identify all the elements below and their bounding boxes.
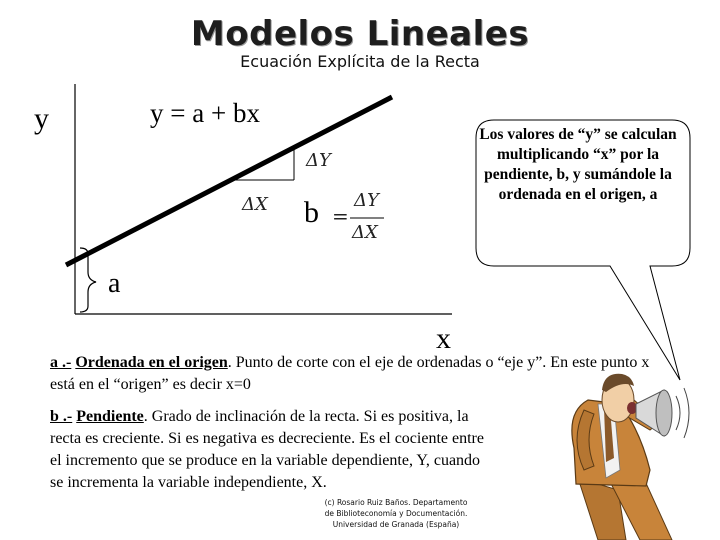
definition-slope xyxy=(50,406,490,494)
slope-letter: b xyxy=(304,196,319,229)
page-subtitle: Ecuación Explícita de la Recta xyxy=(240,52,480,71)
definition-b-text: . Grado de inclinación de la recta. Si es positiva, la recta es creciente. Si es negativa es decreciente. Es el cociente entre el incremento que se produce en la variable dependiente, Y, cuando se incrementa la variable independiente, X. xyxy=(50,408,484,491)
x-axis-label: x xyxy=(436,322,451,355)
definition-intercept xyxy=(50,352,650,396)
credit-line-1: (c) Rosario Ruiz Baños. Departamento xyxy=(324,498,468,507)
y-axis-label: y xyxy=(34,102,49,135)
intercept-label: a xyxy=(108,268,121,299)
man-with-megaphone-illustration xyxy=(572,374,689,540)
credit-line-3: Universidad de Granada (España) xyxy=(332,520,460,529)
delta-y-label: ΔY xyxy=(306,150,331,171)
copyright-credit xyxy=(296,497,496,530)
speech-bubble-text: Los valores de “y” se calculan multiplicando “x” por la pendiente, b, y sumándole la ordenada en el origen, a xyxy=(479,126,677,203)
fraction-denominator: ΔX xyxy=(352,222,378,243)
fraction-numerator: ΔY xyxy=(354,190,379,211)
definition-a-text: . Punto de corte con el eje de ordenadas o “eje y”. En este punto x está en el “origen” es decir x=0 xyxy=(50,354,650,393)
definition-a-prefix: a .- xyxy=(50,354,72,371)
equals-sign: = xyxy=(332,204,349,228)
credit-line-2: de Biblioteconomía y Documentación. xyxy=(324,509,468,518)
page-title: Modelos Lineales xyxy=(190,14,530,54)
delta-x-label: ΔX xyxy=(242,194,268,215)
definition-b-term: Pendiente xyxy=(76,408,144,425)
definition-a-term: Ordenada en el origen xyxy=(75,354,228,371)
line-equation: y = a + bx xyxy=(150,98,260,128)
definition-b-prefix: b .- xyxy=(50,408,73,425)
